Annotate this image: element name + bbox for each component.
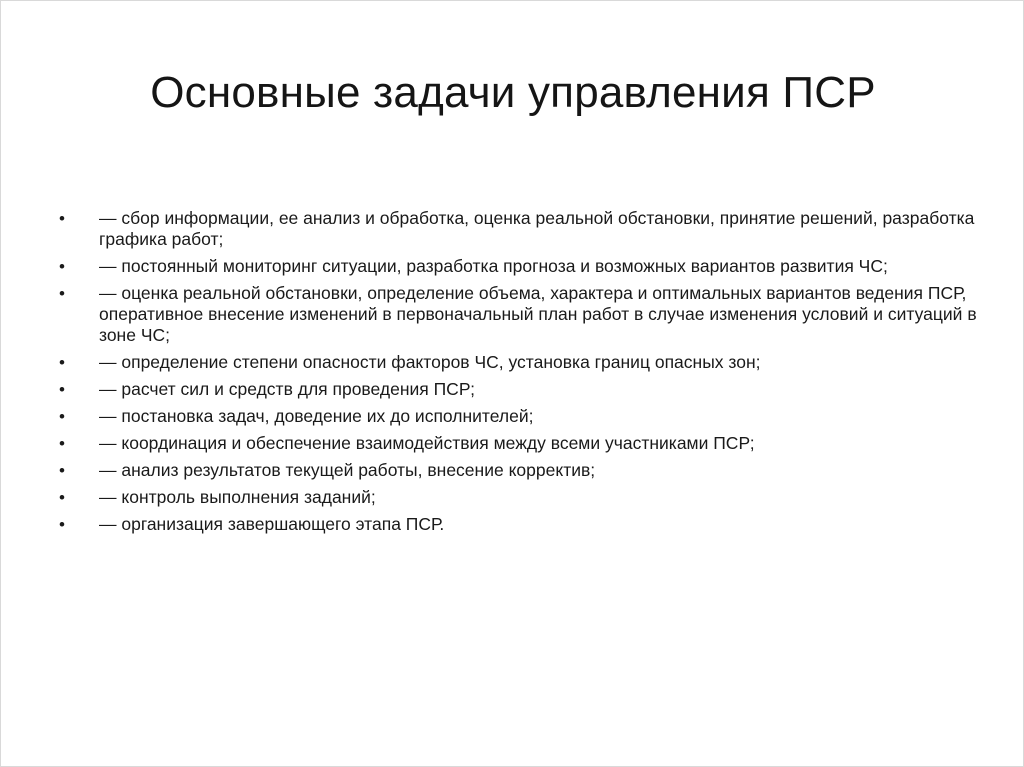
bullet-icon: • bbox=[59, 488, 65, 507]
list-item-text: — постановка задач, доведение их до исполнителей; bbox=[99, 406, 534, 426]
list-item bbox=[57, 283, 977, 346]
bullet-icon: • bbox=[59, 284, 65, 303]
list-item-text: — анализ результатов текущей работы, внесение корректив; bbox=[99, 460, 596, 480]
bullet-icon: • bbox=[59, 434, 65, 453]
list-item bbox=[57, 256, 977, 277]
list-item bbox=[57, 460, 977, 481]
bullet-icon: • bbox=[59, 353, 65, 372]
bullet-list bbox=[57, 208, 977, 535]
list-item-text: — сбор информации, ее анализ и обработка, оценка реальной обстановки, принятие решений, разработка графика работ; bbox=[99, 208, 975, 249]
bullet-icon: • bbox=[59, 407, 65, 426]
list-item-text: — организация завершающего этапа ПСР. bbox=[99, 514, 445, 534]
list-item bbox=[57, 433, 977, 454]
bullet-icon: • bbox=[59, 257, 65, 276]
slide-title: Основные задачи управления ПСР bbox=[150, 68, 876, 117]
list-item-text: — постоянный мониторинг ситуации, разработка прогноза и возможных вариантов развития ЧС; bbox=[99, 256, 888, 276]
bullet-icon: • bbox=[59, 380, 65, 399]
list-item bbox=[57, 379, 977, 400]
list-item bbox=[57, 514, 977, 535]
list-item-text: — координация и обеспечение взаимодействия между всеми участниками ПСР; bbox=[99, 433, 755, 453]
list-item-text: — оценка реальной обстановки, определение объема, характера и оптимальных вариантов ведения ПСР, оперативное внесение изменений в первоначальный план работ в случае изменения условий и ситуаций в зоне ЧС; bbox=[99, 283, 977, 345]
list-item-text: — определение степени опасности факторов ЧС, установка границ опасных зон; bbox=[99, 352, 761, 372]
bullet-icon: • bbox=[59, 461, 65, 480]
list-item bbox=[57, 406, 977, 427]
list-item-text: — расчет сил и средств для проведения ПСР; bbox=[99, 379, 475, 399]
list-item bbox=[57, 208, 977, 250]
list-item bbox=[57, 487, 977, 508]
bullet-icon: • bbox=[59, 515, 65, 534]
list-item bbox=[57, 352, 977, 373]
bullet-icon: • bbox=[59, 209, 65, 228]
list-item-text: — контроль выполнения заданий; bbox=[99, 487, 376, 507]
slide-content bbox=[57, 208, 977, 541]
